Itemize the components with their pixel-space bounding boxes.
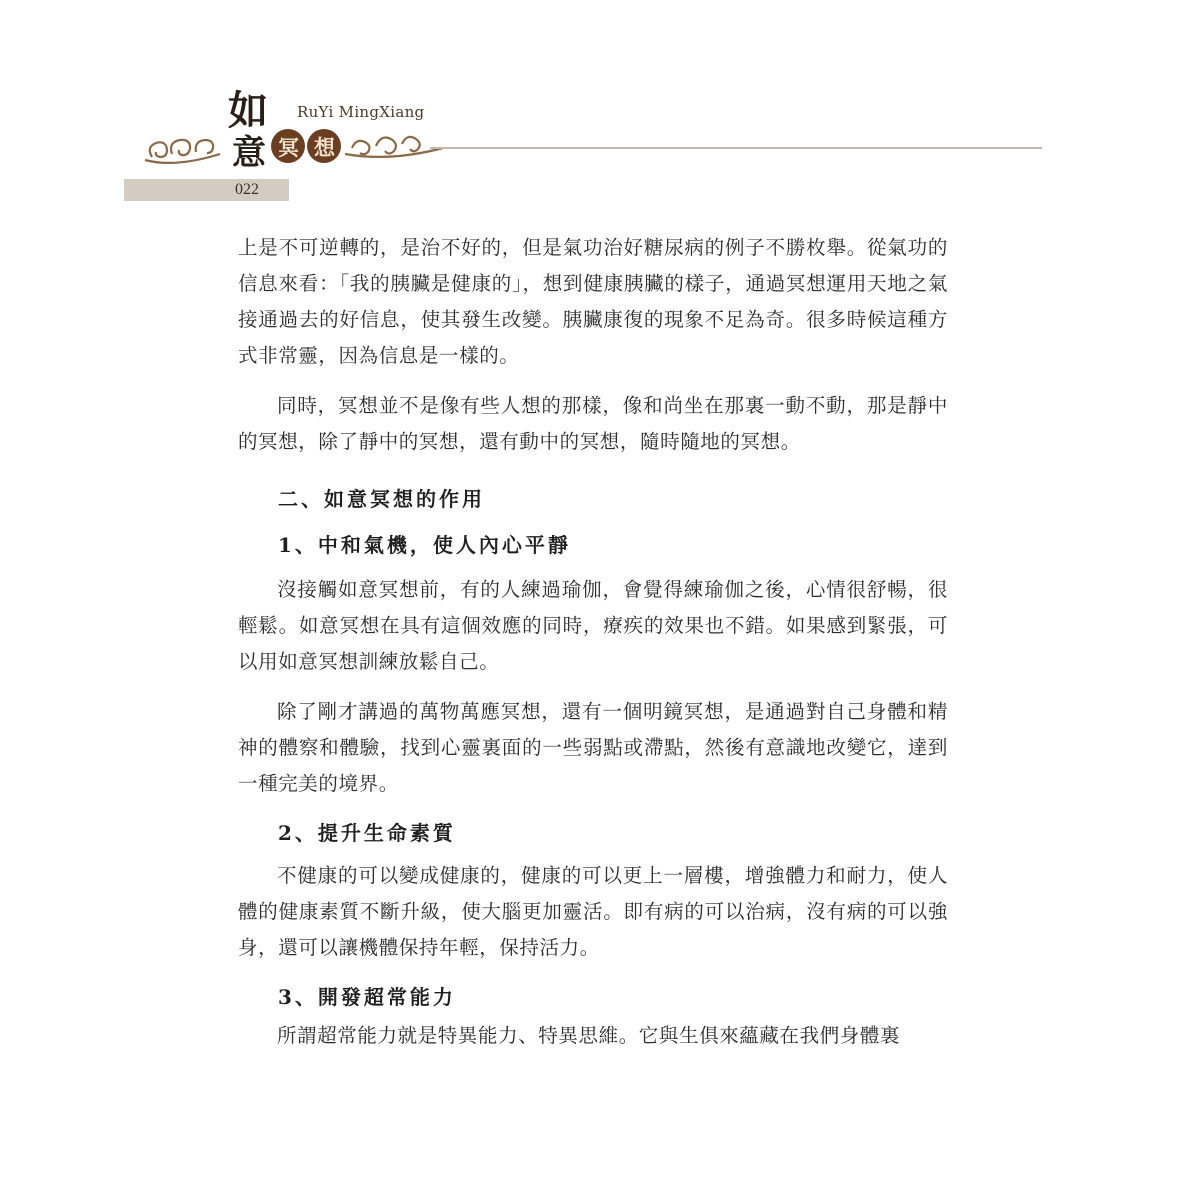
paragraph: 不健康的可以變成健康的，健康的可以更上一層樓，增強體力和耐力，使人體的健康素質不斷升級，使大腦更加靈活。即有病的可以治病，沒有病的可以強身，還可以讓機體保持年輕，保持活力。 [238,864,948,959]
paragraph: 除了剛才講過的萬物萬應冥想，還有一個明鏡冥想，是通過對自己身體和精神的體察和體驗，找到心靈裏面的一些弱點或滯點，然後有意識地改變它，達到一種完美的境界。 [238,700,948,795]
book-title-romanized: RuYi MingXiang [297,103,425,121]
paragraph: 所謂超常能力就是特異能力、特異思維。它與生俱來蘊藏在我們身體裏 [277,1024,901,1047]
svg-text:如: 如 [228,87,268,134]
paragraph: 沒接觸如意冥想前，有的人練過瑜伽，會覺得練瑜伽之後，心情很舒暢，很輕鬆。如意冥想在具有這個效應的同時，療疾的效果也不錯。如果感到緊張，可以用如意冥想訓練放鬆自己。 [238,578,948,673]
subsection-heading: 2、提升生命素質 [278,821,456,845]
page-body [238,230,948,1054]
paragraph: 上是不可逆轉的，是治不好的，但是氣功治好糖尿病的例子不勝枚舉。從氣功的信息來看：「我的胰臟是健康的」，想到健康胰臟的樣子，通過冥想運用天地之氣接通過去的好信息，使其發生改變。胰臟康復的現象不足為奇。很多時候這種方式非常靈，因為信息是一樣的。 [238,236,948,367]
page-number: 022 [235,181,259,198]
section-heading: 二、如意冥想的作用 [278,487,485,511]
svg-text:冥: 冥 [278,135,299,160]
svg-text:想: 想 [314,135,335,160]
scroll-ornament-icon [140,82,450,182]
subsection-heading: 3、開發超常能力 [278,985,456,1009]
paragraph: 同時，冥想並不是像有些人想的那樣，像和尚坐在那裏一動不動，那是靜中的冥想，除了靜中的冥想，還有動中的冥想，隨時隨地的冥想。 [238,394,948,453]
book-title-logo [140,82,450,182]
subsection-heading: 1、中和氣機，使人內心平靜 [278,533,571,557]
svg-text:意: 意 [232,133,266,173]
page-number-bar [124,179,289,201]
header-divider [430,147,1042,149]
